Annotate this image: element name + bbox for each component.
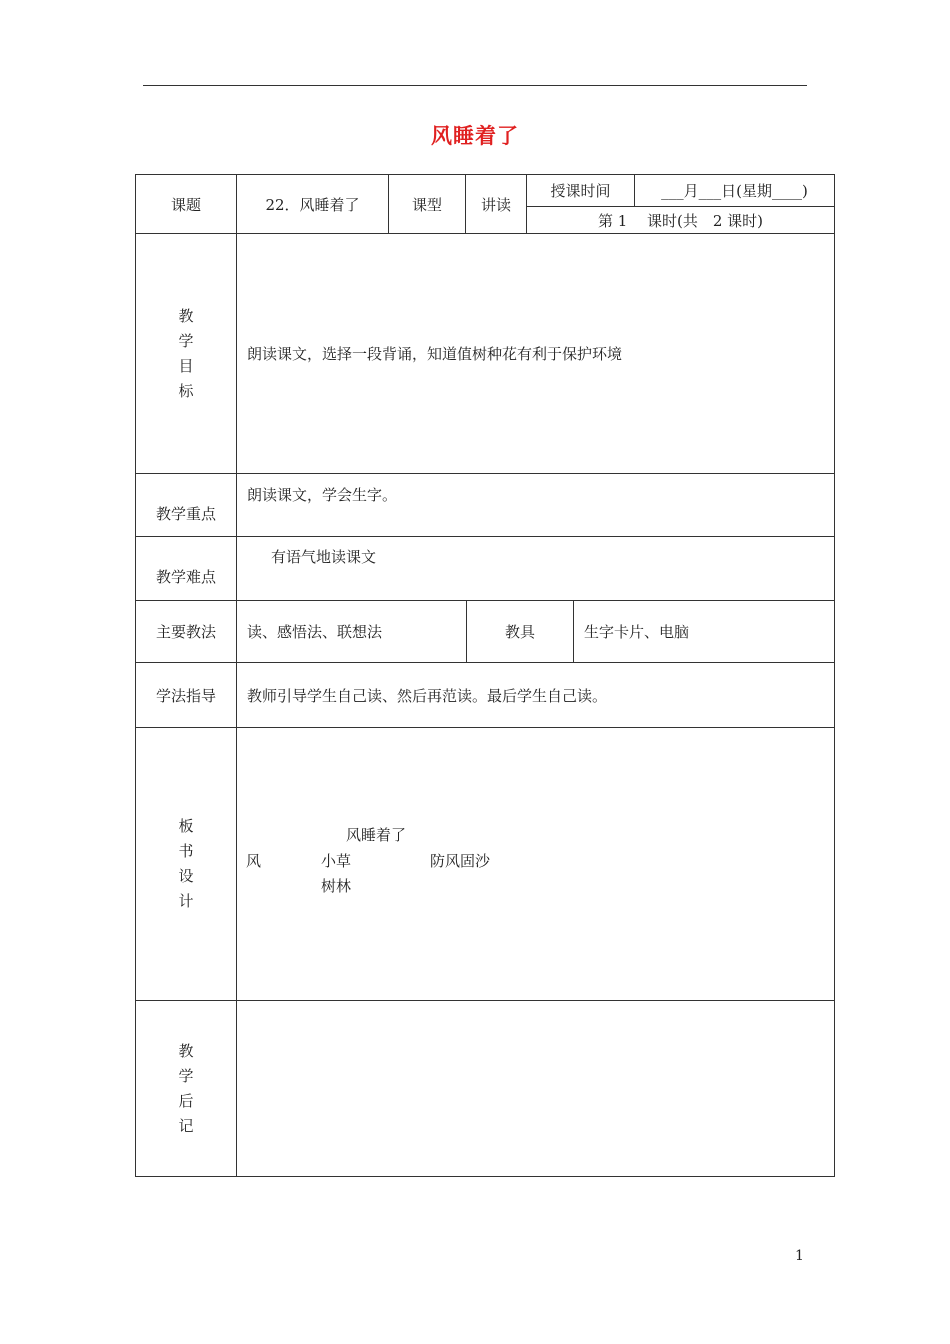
goals-label-char: 教 [178,306,194,325]
document-title: 风睡着了 [431,124,519,148]
postscript-label-char: 后 [178,1091,194,1110]
topic-value-cell [236,174,389,234]
date-template: ___月___日(星期____) [661,182,808,200]
study-guide-label: 学法指导 [155,686,216,705]
topic-label-cell [135,174,237,234]
goals-label-char: 标 [178,381,194,400]
board-item-effect: 防风固沙 [430,852,491,870]
postscript-label-cell [135,1000,237,1177]
type-label-cell [388,174,466,234]
postscript-label-char: 教 [178,1041,194,1060]
type-value: 讲读 [480,195,511,214]
study-guide-label-cell [135,662,237,728]
board-item-wind: 风 [246,852,262,870]
goals-content-cell [236,233,835,474]
type-value-cell [465,174,527,234]
period-text: 第 1 课时(共 2 课时) [597,211,764,230]
goals-content: 朗读课文，选择一段背诵，知道值树种花有利于保护环境 [247,345,623,363]
methods-content: 读、感悟法、联想法 [247,623,383,641]
board-label-cell [135,727,237,1001]
time-label-cell [526,174,635,207]
difficulties-content: 有语气地读课文 [271,548,377,566]
key-points-label-cell [135,473,237,537]
page-number: 1 [795,1248,804,1264]
postscript-content-cell [236,1000,835,1177]
methods-content-cell [236,600,467,663]
difficulties-label: 教学难点 [155,568,216,586]
board-title: 风睡着了 [346,826,407,844]
study-guide-content: 教师引导学生自己读、然后再范读。最后学生自己读。 [247,686,608,705]
board-label-char: 板 [178,817,194,835]
goals-label-char: 学 [178,331,194,350]
header-rule [143,85,807,86]
postscript-label-char: 学 [178,1066,194,1085]
tools-value-cell [573,600,835,663]
board-label-char: 设 [178,867,194,885]
time-label: 授课时间 [550,182,611,200]
methods-label-cell [135,600,237,663]
study-guide-content-cell [236,662,835,728]
difficulties-content-cell [236,536,835,601]
tools-value: 生字卡片、电脑 [584,623,690,641]
date-cell [634,174,835,207]
key-points-content: 朗读课文，学会生字。 [247,486,398,504]
difficulties-label-cell [135,536,237,601]
key-points-content-cell [236,473,835,537]
goals-label-char: 目 [178,356,194,375]
board-label-char: 书 [178,842,194,860]
board-label-char: 计 [178,892,194,910]
period-cell [526,206,835,234]
methods-label: 主要教法 [155,623,216,641]
topic-value: 22．风睡着了 [265,195,360,214]
key-points-label: 教学重点 [155,504,216,523]
goals-label-cell [135,233,237,474]
type-label: 课型 [411,195,442,214]
tools-label-cell [466,600,574,663]
topic-label: 课题 [170,195,201,214]
board-item-forest: 树林 [321,877,352,895]
tools-label: 教具 [504,623,535,641]
postscript-label-char: 记 [178,1116,194,1135]
board-item-grass: 小草 [321,852,352,870]
